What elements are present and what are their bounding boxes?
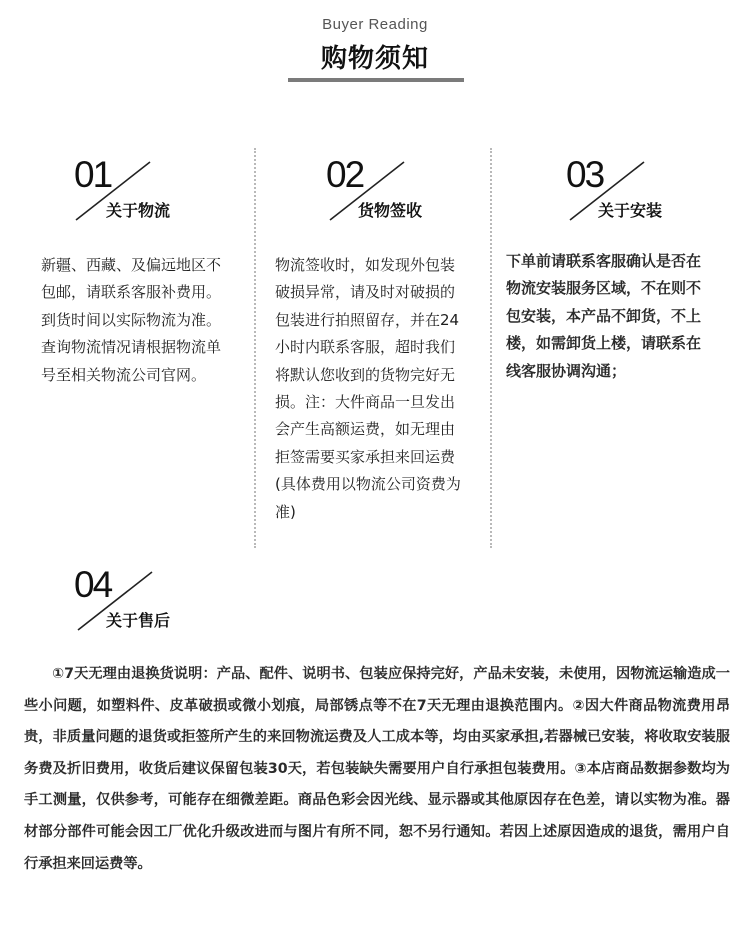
text-line: 线客服协调沟通； bbox=[506, 361, 627, 380]
section-text-logistics bbox=[41, 252, 241, 389]
section-badge-installation bbox=[566, 154, 746, 228]
text-line: 到货时间以实际物流为准。 bbox=[41, 310, 222, 329]
section-number: 04 bbox=[74, 564, 112, 605]
section-text-receipt bbox=[275, 252, 480, 526]
text-line: 准) bbox=[275, 502, 296, 521]
section-text-aftersales bbox=[24, 659, 730, 880]
text-line: 拒签需要买家承担来回运费 bbox=[275, 447, 456, 466]
page-header bbox=[0, 0, 750, 100]
text-line: 物流安装服务区域，不在则不 bbox=[506, 279, 702, 298]
section-number: 02 bbox=[326, 154, 364, 195]
title-underline bbox=[288, 78, 464, 82]
text-line: 楼，如需卸货上楼，请联系在 bbox=[506, 334, 702, 353]
section-label: 关于安装 bbox=[598, 201, 663, 220]
text-line: 将默认您收到的货物完好无 bbox=[275, 365, 456, 384]
page-title: 购物须知 bbox=[320, 44, 429, 74]
text-line: 破损异常，请及时对破损的 bbox=[275, 283, 456, 302]
section-badge-aftersales bbox=[74, 564, 254, 638]
text-line: 查询物流情况请根据物流单 bbox=[41, 338, 222, 357]
header-subtitle: Buyer Reading bbox=[322, 16, 428, 33]
section-badge-receipt bbox=[326, 154, 506, 228]
text-line: 包安装，本产品不卸货，不上 bbox=[506, 306, 702, 325]
text-line: 包装进行拍照留存，并在24 bbox=[275, 310, 460, 329]
text-line: 物流签收时，如发现外包装 bbox=[275, 256, 456, 274]
text-line: (具体费用以物流公司资费为 bbox=[275, 475, 461, 494]
text-line: 会产生高额运费，如无理由 bbox=[275, 420, 456, 439]
section-label: 货物签收 bbox=[358, 201, 423, 220]
text-line: 小时内联系客服，超时我们 bbox=[275, 338, 456, 357]
text-line: 号至相关物流公司官网。 bbox=[41, 365, 207, 384]
section-badge-logistics bbox=[74, 154, 254, 228]
text-line: 包邮，请联系客服补费用。 bbox=[41, 283, 222, 302]
section-label: 关于售后 bbox=[106, 611, 171, 630]
text-line: 新疆、西藏、及偏远地区不 bbox=[41, 256, 222, 274]
text-line: 下单前请联系客服确认是否在 bbox=[506, 252, 702, 270]
aftersales-paragraph: ①7天无理由退换货说明：产品、配件、说明书、包装应保持完好，产品未安装，未使用，因物流运输造成一些小问题，如塑料件、皮革破损或微小划痕，局部锈点等不在7天无理由退换范围内。②因大件商品物流费用昂贵，非质量问题的退货或拒签所产生的来回物流运费及人工成本等，均由买家承担,若器械已安装，将收取安装服务费及折旧费用，收货后建议保留包装30天，若包装缺失需要用户自行承担包装费用。③本店商品数据参数均为手工测量，仅供参考，可能存在细微差距。商品色彩会因光线、显示器或其他原因存在色差，请以实物为准。器材部分部件可能会因工厂优化升级改进而与图片有所不同，恕不另行通知。若因上述原因造成的退货，需用户自行承担来回运费等。 bbox=[24, 666, 730, 872]
column-divider bbox=[254, 148, 256, 548]
section-number: 01 bbox=[74, 154, 112, 195]
text-line: 损。注：大件商品一旦发出 bbox=[275, 393, 456, 412]
section-number: 03 bbox=[566, 154, 604, 195]
section-text-installation bbox=[506, 248, 736, 385]
section-label: 关于物流 bbox=[106, 201, 171, 220]
